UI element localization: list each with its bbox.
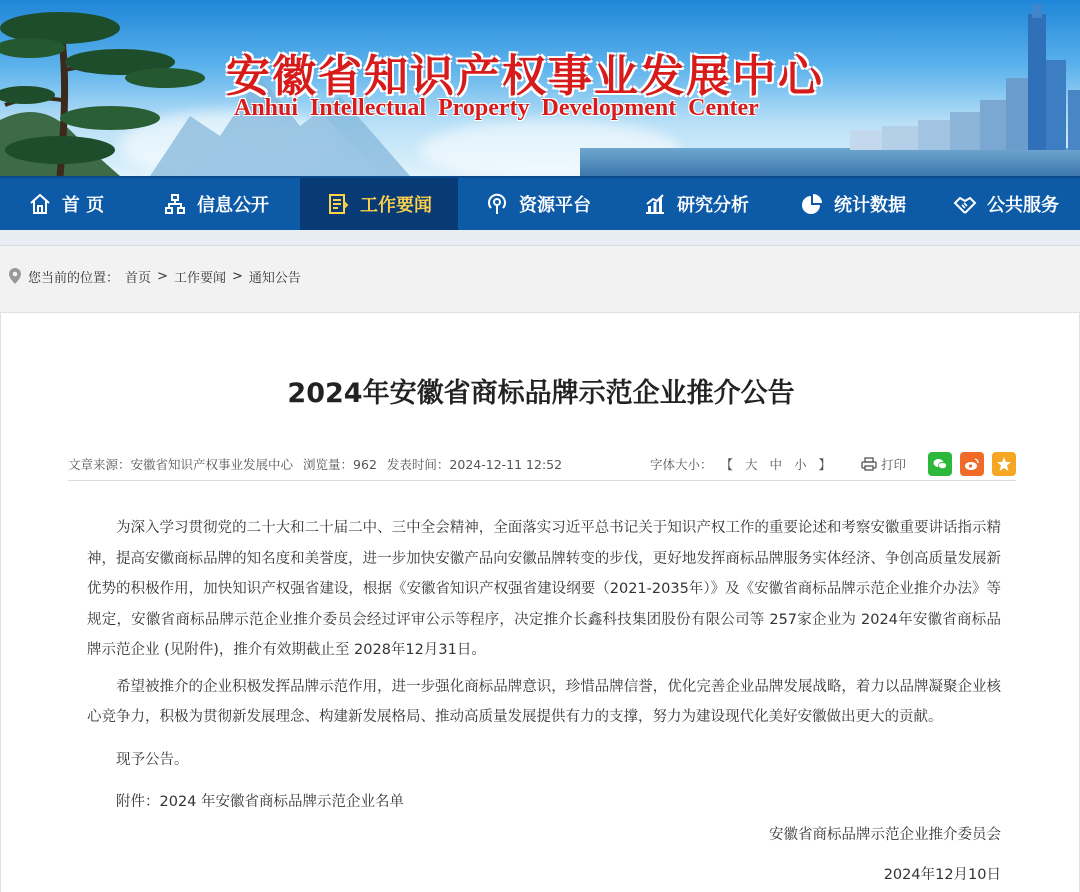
location-pin-icon: [8, 267, 22, 285]
source-value: 安徽省知识产权事业发展中心: [130, 456, 294, 472]
article-paragraph: 希望被推介的企业积极发挥品牌示范作用，进一步强化商标品牌意识，珍惜品牌信誉，优化完善企业品牌发展战略，着力以品牌凝聚企业核心竞争力，积极为贯彻新发展理念、构建新发展格局、推动高质量发展提供有力的支撑，努力为建设现代化美好安徽做出更大的贡献。: [87, 678, 1001, 725]
star-icon: [996, 456, 1012, 472]
pine-tree-image: [0, 0, 230, 176]
source-label: 文章来源：: [68, 456, 131, 472]
wechat-icon: [932, 456, 948, 472]
font-size-medium[interactable]: 中: [769, 456, 782, 472]
nav-item-resources[interactable]: [458, 178, 618, 230]
printer-icon: [861, 457, 877, 471]
sitemap-icon: [163, 192, 187, 216]
share-qzone-button[interactable]: [992, 452, 1016, 476]
views-value: 962: [353, 456, 377, 472]
chart-icon: [643, 192, 667, 216]
nav-item-statistics[interactable]: [774, 178, 932, 230]
breadcrumb-separator: >: [231, 268, 243, 284]
nav-item-research[interactable]: [618, 178, 774, 230]
nav-item-label: 统计数据: [834, 195, 906, 216]
bracket-open: 【: [720, 456, 733, 472]
article-attachment[interactable]: 附件：2024 年安徽省商标品牌示范企业名单: [116, 794, 405, 810]
nav-item-label: 信息公开: [197, 195, 269, 216]
article-signature: 安徽省商标品牌示范企业推介委员会: [769, 827, 1001, 843]
time-label: 发表时间：: [386, 456, 450, 472]
breadcrumb-notices[interactable]: 通知公告: [248, 270, 301, 286]
home-icon: [28, 192, 52, 216]
share-weibo-button[interactable]: [960, 452, 984, 476]
broadcast-icon: [485, 192, 509, 216]
document-icon: [326, 192, 350, 216]
site-banner: [0, 0, 1080, 176]
article-paragraph: 现予公告。: [116, 751, 189, 768]
pie-icon: [800, 192, 824, 216]
nav-item-label: 首 页: [61, 195, 105, 216]
nav-item-label: 公共服务: [987, 195, 1059, 216]
breadcrumb: [0, 246, 1080, 306]
weibo-icon: [964, 456, 980, 472]
font-size-control: [650, 455, 835, 473]
article-paragraph: 为深入学习贯彻党的二十大和二十届二中、三中全会精神，全面落实习近平总书记关于知识产权工作的重要论述和考察安徽重要讲话指示精神，提高安徽商标品牌的知名度和美誉度，进一步加快安徽产品向安徽品牌转变的步伐，更好地发挥商标品牌服务实体经济、争创高质量发展新优势的积极作用，加快知识产权强省建设，根据《安徽省知识产权强省建设纲要（2021-2035年）》及《安徽省商标品牌示范企业推介办法》等规定，安徽省商标品牌示范企业推介委员会经过评审公示等程序，决定推介长鑫科技集团股份有限公司等 257家企业为 2024年安徽省商标品牌示范企业 (见附件)，推介有效期截止至 2028年12月31日。: [87, 520, 1001, 658]
article-views: [303, 455, 377, 473]
article-meta: [68, 447, 1016, 481]
site-title-en: Anhui Intellectual Property Development Center: [234, 95, 759, 121]
breadcrumb-home[interactable]: 首页: [125, 270, 152, 286]
site-title-cn: 安徽省知识产权事业发展中心: [226, 51, 824, 102]
main-nav: [0, 176, 1080, 230]
article-panel: [0, 312, 1080, 892]
font-size-label: 字体大小：: [649, 456, 713, 472]
nav-item-home[interactable]: [0, 178, 132, 230]
breadcrumb-prefix: 您当前的位置：: [28, 270, 120, 286]
breadcrumb-separator: >: [157, 268, 168, 284]
print-button[interactable]: [861, 455, 906, 473]
bracket-close: 】: [818, 456, 831, 472]
article-source: [68, 455, 293, 473]
time-value: 2024-12-11 12:52: [449, 456, 563, 472]
article-title: 2024年安徽省商标品牌示范企业推介公告: [287, 378, 795, 409]
font-size-small[interactable]: 小: [793, 456, 807, 472]
nav-item-label: 研究分析: [677, 195, 749, 216]
nav-item-label: 资源平台: [519, 195, 591, 216]
nav-shadow-bar: [0, 230, 1080, 246]
nav-item-news[interactable]: [300, 178, 458, 230]
article-body: [87, 513, 1001, 824]
breadcrumb-news[interactable]: 工作要闻: [173, 270, 226, 286]
nav-item-info[interactable]: [132, 178, 300, 230]
share-wechat-button[interactable]: [928, 452, 952, 476]
font-size-large[interactable]: 大: [744, 456, 758, 472]
print-label: 打印: [880, 456, 906, 472]
nav-item-label: 工作要闻: [360, 195, 432, 216]
article-time: [387, 455, 562, 473]
article-date: 2024年12月10日: [883, 867, 1001, 883]
views-label: 浏览量：: [303, 456, 354, 472]
handshake-icon: [953, 192, 977, 216]
nav-item-public-service[interactable]: [932, 178, 1080, 230]
article-tools: [650, 452, 1016, 476]
